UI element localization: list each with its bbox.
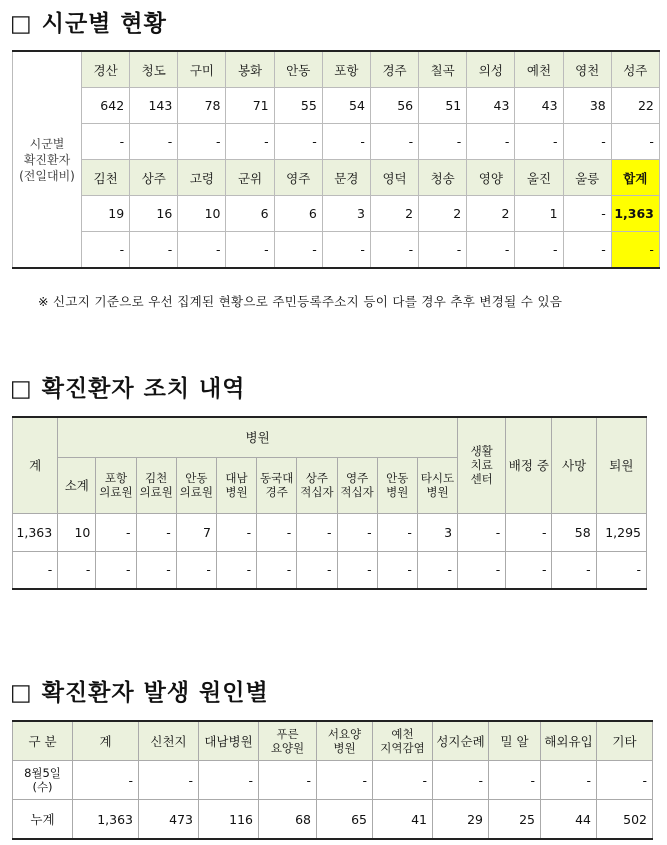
city-count: 6 bbox=[226, 196, 274, 232]
city-change: - bbox=[178, 232, 226, 269]
cause-cell: - bbox=[541, 761, 597, 800]
measure-cell: - bbox=[552, 551, 596, 589]
footnote: ※ 신고지 기준으로 우선 집계된 현황으로 주민등록주소지 등이 다를 경우 추후 변경될 수 있음 bbox=[38, 294, 563, 309]
measure-cell: - bbox=[297, 513, 337, 551]
measure-cell: - bbox=[58, 551, 96, 589]
cause-header: 구 분 bbox=[13, 721, 73, 761]
cause-header: 서요양 병원 bbox=[317, 721, 373, 761]
cause-header: 대남병원 bbox=[199, 721, 259, 761]
city-count: 54 bbox=[322, 88, 370, 124]
city-name: 상주 bbox=[130, 160, 178, 196]
hospital-subheader: 안동 의료원 bbox=[176, 457, 216, 513]
measure-cell: - bbox=[337, 513, 377, 551]
cause-cell: - bbox=[317, 761, 373, 800]
cause-cell: - bbox=[597, 761, 653, 800]
cause-cell: - bbox=[139, 761, 199, 800]
top-values-row bbox=[13, 88, 660, 124]
city-change: - bbox=[274, 232, 322, 269]
city-count: 43 bbox=[467, 88, 515, 124]
hospital-subheader: 타시도 병원 bbox=[417, 457, 457, 513]
measure-cell: - bbox=[377, 513, 417, 551]
section1-title: □ 시군별 현황 bbox=[10, 11, 167, 37]
cause-cell: 44 bbox=[541, 800, 597, 840]
cause-cell: 29 bbox=[433, 800, 489, 840]
hospital-subheader: 동국대 경주 bbox=[257, 457, 297, 513]
measure-cell: 58 bbox=[552, 513, 596, 551]
data-row-1 bbox=[13, 513, 647, 551]
measure-cell: - bbox=[417, 551, 457, 589]
bottom-values-row bbox=[13, 196, 660, 232]
city-name: 청도 bbox=[130, 51, 178, 88]
cause-table bbox=[12, 720, 653, 840]
city-change: - bbox=[467, 124, 515, 160]
city-count: 6 bbox=[274, 196, 322, 232]
city-change: - bbox=[515, 232, 563, 269]
patient-measures-table bbox=[12, 416, 647, 590]
section2-title: □ 확진환자 조치 내역 bbox=[10, 376, 246, 402]
city-count: 2 bbox=[419, 196, 467, 232]
city-name: 구미 bbox=[178, 51, 226, 88]
hospital-subheader: 포항 의료원 bbox=[96, 457, 136, 513]
cause-cell: - bbox=[489, 761, 541, 800]
daily-row bbox=[13, 761, 653, 800]
hospital-subheader: 영주 적십자 bbox=[337, 457, 377, 513]
data-row-2 bbox=[13, 551, 647, 589]
header-death: 사망 bbox=[552, 417, 596, 513]
city-change: - bbox=[563, 232, 611, 269]
city-name: 경산 bbox=[82, 51, 130, 88]
header-discharge: 퇴원 bbox=[596, 417, 646, 513]
city-change: - bbox=[274, 124, 322, 160]
header-row-1 bbox=[13, 417, 647, 457]
cause-header: 신천지 bbox=[139, 721, 199, 761]
city-status-table bbox=[12, 50, 660, 269]
city-name: 봉화 bbox=[226, 51, 274, 88]
bottom-changes-row bbox=[13, 232, 660, 269]
city-count: 71 bbox=[226, 88, 274, 124]
header-life-center: 생활 치료 센터 bbox=[458, 417, 506, 513]
city-name: 영덕 bbox=[370, 160, 418, 196]
cumulative-row bbox=[13, 800, 653, 840]
cause-header: 성지순례 bbox=[433, 721, 489, 761]
city-name: 고령 bbox=[178, 160, 226, 196]
city-count: 55 bbox=[274, 88, 322, 124]
cause-cell: 41 bbox=[373, 800, 433, 840]
cause-header: 예천 지역감염 bbox=[373, 721, 433, 761]
city-name: 영주 bbox=[274, 160, 322, 196]
cause-cell: 68 bbox=[259, 800, 317, 840]
measure-cell: - bbox=[458, 513, 506, 551]
hospital-subheader: 안동 병원 bbox=[377, 457, 417, 513]
measure-cell: - bbox=[176, 551, 216, 589]
measure-cell: - bbox=[596, 551, 646, 589]
cause-cell: 1,363 bbox=[73, 800, 139, 840]
measure-cell: 1,363 bbox=[13, 513, 58, 551]
header-row bbox=[13, 721, 653, 761]
city-count: 43 bbox=[515, 88, 563, 124]
total-city-count: 1,363 bbox=[611, 196, 659, 232]
city-name: 울진 bbox=[515, 160, 563, 196]
city-count: 51 bbox=[419, 88, 467, 124]
city-change: - bbox=[611, 124, 659, 160]
city-change: - bbox=[370, 232, 418, 269]
measure-cell: - bbox=[377, 551, 417, 589]
cause-header: 해외유입 bbox=[541, 721, 597, 761]
city-name: 예천 bbox=[515, 51, 563, 88]
measure-cell: - bbox=[458, 551, 506, 589]
cause-cell: 25 bbox=[489, 800, 541, 840]
city-name: 청송 bbox=[419, 160, 467, 196]
row-label-cumulative: 누계 bbox=[13, 800, 73, 840]
top-changes-row bbox=[13, 124, 660, 160]
city-change: - bbox=[226, 232, 274, 269]
cause-cell: - bbox=[373, 761, 433, 800]
cause-cell: - bbox=[199, 761, 259, 800]
city-change: - bbox=[419, 232, 467, 269]
city-change: - bbox=[130, 124, 178, 160]
hospital-subheader: 대남 병원 bbox=[216, 457, 256, 513]
city-count: 2 bbox=[370, 196, 418, 232]
city-count: 22 bbox=[611, 88, 659, 124]
city-change: - bbox=[226, 124, 274, 160]
hospital-subheader: 소계 bbox=[58, 457, 96, 513]
header-hospital: 병원 bbox=[58, 417, 458, 457]
city-change: - bbox=[82, 124, 130, 160]
measure-cell: - bbox=[136, 513, 176, 551]
bottom-names-row bbox=[13, 160, 660, 196]
city-change: - bbox=[82, 232, 130, 269]
cause-header: 푸른 요양원 bbox=[259, 721, 317, 761]
measure-cell: - bbox=[216, 551, 256, 589]
city-count: 642 bbox=[82, 88, 130, 124]
measure-cell: - bbox=[506, 551, 552, 589]
city-count: 38 bbox=[563, 88, 611, 124]
city-change: - bbox=[322, 232, 370, 269]
cause-cell: 473 bbox=[139, 800, 199, 840]
city-change: - bbox=[130, 232, 178, 269]
measure-cell: - bbox=[216, 513, 256, 551]
measure-cell: - bbox=[257, 513, 297, 551]
measure-cell: 3 bbox=[417, 513, 457, 551]
city-name: 영양 bbox=[467, 160, 515, 196]
city-change: - bbox=[515, 124, 563, 160]
city-name: 김천 bbox=[82, 160, 130, 196]
city-count: 56 bbox=[370, 88, 418, 124]
cause-header: 밀 알 bbox=[489, 721, 541, 761]
city-name: 포항 bbox=[322, 51, 370, 88]
city-name: 의성 bbox=[467, 51, 515, 88]
top-names-row bbox=[13, 51, 660, 88]
total-city-change: - bbox=[611, 232, 659, 269]
measure-cell: - bbox=[96, 513, 136, 551]
city-change: - bbox=[178, 124, 226, 160]
measure-cell: 1,295 bbox=[596, 513, 646, 551]
city-count: - bbox=[563, 196, 611, 232]
header-waiting: 배정 중 bbox=[506, 417, 552, 513]
measure-cell: - bbox=[297, 551, 337, 589]
measure-cell: - bbox=[257, 551, 297, 589]
city-count: 143 bbox=[130, 88, 178, 124]
city-change: - bbox=[370, 124, 418, 160]
measure-cell: 7 bbox=[176, 513, 216, 551]
city-count: 2 bbox=[467, 196, 515, 232]
cause-cell: 502 bbox=[597, 800, 653, 840]
cause-cell: - bbox=[433, 761, 489, 800]
cause-header: 계 bbox=[73, 721, 139, 761]
city-name: 울릉 bbox=[563, 160, 611, 196]
cause-cell: - bbox=[73, 761, 139, 800]
section3-title: □ 확진환자 발생 원인별 bbox=[10, 680, 269, 706]
city-count: 3 bbox=[322, 196, 370, 232]
city-name: 성주 bbox=[611, 51, 659, 88]
city-change: - bbox=[467, 232, 515, 269]
city-name: 안동 bbox=[274, 51, 322, 88]
cause-header: 기타 bbox=[597, 721, 653, 761]
city-name: 영천 bbox=[563, 51, 611, 88]
city-name: 문경 bbox=[322, 160, 370, 196]
measure-cell: - bbox=[96, 551, 136, 589]
measure-cell: 10 bbox=[58, 513, 96, 551]
cause-cell: - bbox=[259, 761, 317, 800]
city-name: 경주 bbox=[370, 51, 418, 88]
city-change: - bbox=[563, 124, 611, 160]
measure-cell: - bbox=[337, 551, 377, 589]
header-total: 계 bbox=[13, 417, 58, 513]
measure-cell: - bbox=[13, 551, 58, 589]
cause-cell: 116 bbox=[199, 800, 259, 840]
total-city-name: 합계 bbox=[611, 160, 659, 196]
city-count: 10 bbox=[178, 196, 226, 232]
row-label-daily: 8월5일 (수) bbox=[13, 761, 73, 800]
hospital-subheader: 김천 의료원 bbox=[136, 457, 176, 513]
city-change: - bbox=[322, 124, 370, 160]
city-count: 19 bbox=[82, 196, 130, 232]
cause-cell: 65 bbox=[317, 800, 373, 840]
row-label: 시군별 확진환자 (전일대비) bbox=[13, 51, 82, 268]
city-name: 군위 bbox=[226, 160, 274, 196]
city-name: 칠곡 bbox=[419, 51, 467, 88]
city-change: - bbox=[419, 124, 467, 160]
city-count: 78 bbox=[178, 88, 226, 124]
measure-cell: - bbox=[136, 551, 176, 589]
city-count: 1 bbox=[515, 196, 563, 232]
city-count: 16 bbox=[130, 196, 178, 232]
measure-cell: - bbox=[506, 513, 552, 551]
hospital-subheader: 상주 적십자 bbox=[297, 457, 337, 513]
